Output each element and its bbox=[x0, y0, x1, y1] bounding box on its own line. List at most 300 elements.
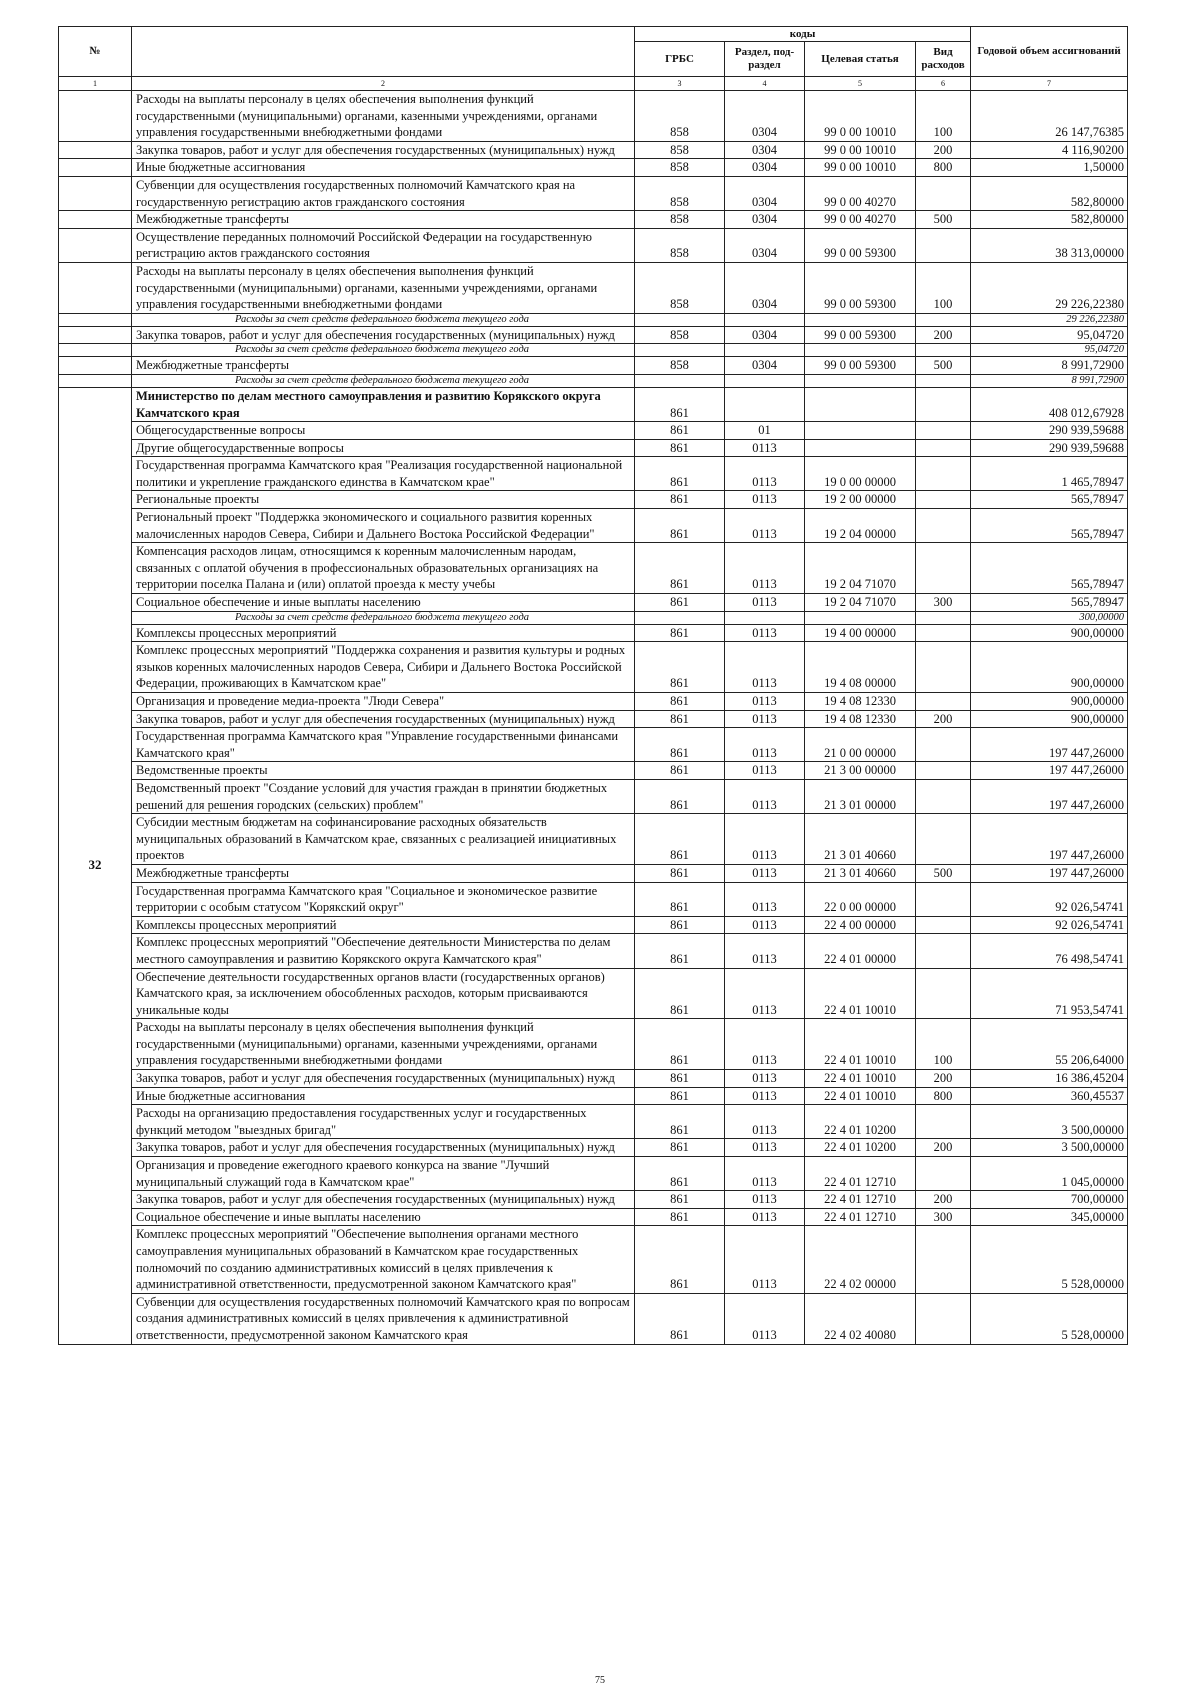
target-article-code: 19 4 00 00000 bbox=[805, 624, 916, 642]
table-row bbox=[59, 693, 1128, 711]
table-row bbox=[59, 642, 1128, 693]
table-row bbox=[59, 422, 1128, 440]
target-article-code: 99 0 00 10010 bbox=[805, 141, 916, 159]
federal-budget-note-row bbox=[59, 313, 1128, 326]
federal-budget-note-row bbox=[59, 611, 1128, 624]
razdel-code: 0304 bbox=[725, 262, 805, 313]
target-article-code: 22 4 01 10010 bbox=[805, 1019, 916, 1070]
table-row bbox=[59, 387, 1128, 421]
target-article-code: 21 0 00 00000 bbox=[805, 728, 916, 762]
annual-amount: 565,78947 bbox=[971, 594, 1128, 612]
expense-type-code bbox=[916, 779, 971, 813]
grbs-code: 861 bbox=[635, 864, 725, 882]
target-article-code: 22 4 02 40080 bbox=[805, 1293, 916, 1344]
grbs-code: 861 bbox=[635, 543, 725, 594]
note-amount: 8 991,72900 bbox=[971, 374, 1128, 387]
expense-name: Расходы на выплаты персоналу в целях обеспечения выполнения функций государственными (муниципальными) органами, казенными учреждениями, органами управления государственными внебюджетными фондами bbox=[132, 1019, 635, 1070]
header-razdel: Раздел, под-раздел bbox=[725, 42, 805, 77]
annual-amount: 582,80000 bbox=[971, 176, 1128, 210]
expense-type-code bbox=[916, 728, 971, 762]
expense-name: Субсидии местным бюджетам на софинансирование расходных обязательств муниципальных образований в Камчатском крае, связанных с реализацией инициативных проектов bbox=[132, 814, 635, 865]
annual-amount: 55 206,64000 bbox=[971, 1019, 1128, 1070]
expense-type-code bbox=[916, 1293, 971, 1344]
target-article-code: 22 4 01 10200 bbox=[805, 1139, 916, 1157]
razdel-code bbox=[725, 374, 805, 387]
table-row bbox=[59, 159, 1128, 177]
expense-name: Общегосударственные вопросы bbox=[132, 422, 635, 440]
grbs-code: 861 bbox=[635, 1139, 725, 1157]
table-row bbox=[59, 326, 1128, 344]
expense-type-code bbox=[916, 814, 971, 865]
razdel-code: 0113 bbox=[725, 882, 805, 916]
target-article-code: 22 4 01 12710 bbox=[805, 1157, 916, 1191]
razdel-code: 0304 bbox=[725, 159, 805, 177]
grbs-code: 861 bbox=[635, 1105, 725, 1139]
target-article-code: 22 4 01 10010 bbox=[805, 968, 916, 1019]
expense-type-code bbox=[916, 968, 971, 1019]
table-row bbox=[59, 594, 1128, 612]
table-header bbox=[59, 27, 1128, 91]
table-row bbox=[59, 814, 1128, 865]
target-article-code: 22 4 00 00000 bbox=[805, 916, 916, 934]
razdel-code bbox=[725, 611, 805, 624]
expense-name: Организация и проведение ежегодного краевого конкурса на звание "Лучший муниципальный служащий года в Камчатском крае" bbox=[132, 1157, 635, 1191]
table-row bbox=[59, 357, 1128, 375]
target-article-code bbox=[805, 344, 916, 357]
razdel-code: 0113 bbox=[725, 934, 805, 968]
expense-type-code bbox=[916, 422, 971, 440]
expense-type-code bbox=[916, 611, 971, 624]
annual-amount: 92 026,54741 bbox=[971, 916, 1128, 934]
expense-type-code: 500 bbox=[916, 864, 971, 882]
header-annual-volume: Годовой объем ассигнований bbox=[971, 27, 1128, 77]
expense-type-code: 100 bbox=[916, 91, 971, 142]
expense-name: Ведомственный проект "Создание условий для участия граждан в принятии бюджетных решений для решения городских (сельских) проблем" bbox=[132, 779, 635, 813]
row-number-cell bbox=[59, 262, 132, 313]
target-article-code: 99 0 00 40270 bbox=[805, 211, 916, 229]
expense-type-code: 500 bbox=[916, 211, 971, 229]
grbs-code: 858 bbox=[635, 357, 725, 375]
grbs-code: 858 bbox=[635, 176, 725, 210]
federal-budget-note-row bbox=[59, 344, 1128, 357]
razdel-code: 0113 bbox=[725, 1105, 805, 1139]
razdel-code: 0113 bbox=[725, 439, 805, 457]
annual-amount: 71 953,54741 bbox=[971, 968, 1128, 1019]
expense-type-code: 300 bbox=[916, 594, 971, 612]
expense-type-code: 200 bbox=[916, 1191, 971, 1209]
razdel-code: 0113 bbox=[725, 1157, 805, 1191]
table-row bbox=[59, 457, 1128, 491]
budget-table bbox=[58, 26, 1128, 1345]
target-article-code: 19 4 08 12330 bbox=[805, 693, 916, 711]
row-number-cell bbox=[59, 313, 132, 326]
grbs-code bbox=[635, 374, 725, 387]
annual-amount: 16 386,45204 bbox=[971, 1070, 1128, 1088]
expense-type-code bbox=[916, 882, 971, 916]
expense-type-code bbox=[916, 374, 971, 387]
target-article-code: 19 2 04 71070 bbox=[805, 543, 916, 594]
expense-name: Комплексы процессных мероприятий bbox=[132, 624, 635, 642]
razdel-code: 0113 bbox=[725, 1226, 805, 1293]
expense-name: Межбюджетные трансферты bbox=[132, 357, 635, 375]
grbs-code: 858 bbox=[635, 228, 725, 262]
table-row bbox=[59, 176, 1128, 210]
expense-name: Расходы на организацию предоставления государственных услуг и государственных функций методом "выездных бригад" bbox=[132, 1105, 635, 1139]
column-number: 2 bbox=[132, 77, 635, 91]
razdel-code: 0113 bbox=[725, 779, 805, 813]
table-row bbox=[59, 262, 1128, 313]
grbs-code: 861 bbox=[635, 916, 725, 934]
grbs-code: 861 bbox=[635, 710, 725, 728]
annual-amount: 900,00000 bbox=[971, 710, 1128, 728]
expense-type-code bbox=[916, 1157, 971, 1191]
expense-name: Комплекс процессных мероприятий "Обеспечение выполнения органами местного самоуправления муниципальных образований в Камчатском крае государственных полномочий по созданию административных комиссий в целях привлечения к административной ответственности, предусмотренной законом Камчатского края" bbox=[132, 1226, 635, 1293]
expense-type-code bbox=[916, 509, 971, 543]
target-article-code: 19 0 00 00000 bbox=[805, 457, 916, 491]
razdel-code: 0113 bbox=[725, 916, 805, 934]
note-amount: 29 226,22380 bbox=[971, 313, 1128, 326]
row-number-cell bbox=[59, 141, 132, 159]
table-row bbox=[59, 916, 1128, 934]
expense-type-code bbox=[916, 934, 971, 968]
expense-name: Обеспечение деятельности государственных органов власти (государственных органов) Камчатского края, за исключением обособленных расходов, которым присваиваются уникальные коды bbox=[132, 968, 635, 1019]
target-article-code: 19 4 08 12330 bbox=[805, 710, 916, 728]
table-row bbox=[59, 1070, 1128, 1088]
table-row bbox=[59, 1087, 1128, 1105]
annual-amount: 290 939,59688 bbox=[971, 422, 1128, 440]
expense-type-code: 100 bbox=[916, 1019, 971, 1070]
annual-amount: 1,50000 bbox=[971, 159, 1128, 177]
target-article-code: 21 3 01 40660 bbox=[805, 814, 916, 865]
expense-name: Субвенции для осуществления государственных полномочий Камчатского края по вопросам создания административных комиссий в целях привлечения к административной ответственности, предусмотренной законом Камчатского края bbox=[132, 1293, 635, 1344]
header-number: № bbox=[59, 27, 132, 77]
razdel-code: 0113 bbox=[725, 642, 805, 693]
target-article-code: 21 3 01 40660 bbox=[805, 864, 916, 882]
row-number-cell bbox=[59, 228, 132, 262]
expense-type-code: 200 bbox=[916, 1070, 971, 1088]
expense-name: Закупка товаров, работ и услуг для обеспечения государственных (муниципальных) нужд bbox=[132, 326, 635, 344]
table-row bbox=[59, 1019, 1128, 1070]
target-article-code bbox=[805, 374, 916, 387]
note-text: Расходы за счет средств федерального бюджета текущего года bbox=[132, 344, 635, 357]
expense-name: Иные бюджетные ассигнования bbox=[132, 1087, 635, 1105]
expense-name: Государственная программа Камчатского края "Управление государственными финансами Камчатского края" bbox=[132, 728, 635, 762]
header-name bbox=[132, 27, 635, 77]
expense-type-code: 800 bbox=[916, 159, 971, 177]
annual-amount: 900,00000 bbox=[971, 693, 1128, 711]
table-row bbox=[59, 1105, 1128, 1139]
razdel-code: 0304 bbox=[725, 91, 805, 142]
razdel-code: 0113 bbox=[725, 457, 805, 491]
expense-type-code bbox=[916, 1105, 971, 1139]
row-number-cell bbox=[59, 91, 132, 142]
expense-type-code: 200 bbox=[916, 326, 971, 344]
grbs-code: 858 bbox=[635, 262, 725, 313]
expense-name: Межбюджетные трансферты bbox=[132, 864, 635, 882]
row-number-cell bbox=[59, 326, 132, 344]
razdel-code: 0113 bbox=[725, 1293, 805, 1344]
razdel-code: 0113 bbox=[725, 543, 805, 594]
note-amount: 300,00000 bbox=[971, 611, 1128, 624]
annual-amount: 197 447,26000 bbox=[971, 762, 1128, 780]
row-number-cell bbox=[59, 176, 132, 210]
razdel-code: 0113 bbox=[725, 1191, 805, 1209]
annual-amount: 582,80000 bbox=[971, 211, 1128, 229]
table-row bbox=[59, 491, 1128, 509]
table-row bbox=[59, 864, 1128, 882]
annual-amount: 38 313,00000 bbox=[971, 228, 1128, 262]
table-row bbox=[59, 91, 1128, 142]
target-article-code: 22 0 00 00000 bbox=[805, 882, 916, 916]
header-codes: коды bbox=[635, 27, 971, 42]
annual-amount: 1 465,78947 bbox=[971, 457, 1128, 491]
target-article-code bbox=[805, 611, 916, 624]
annual-amount: 360,45537 bbox=[971, 1087, 1128, 1105]
note-text: Расходы за счет средств федерального бюджета текущего года bbox=[132, 313, 635, 326]
column-numbers-row bbox=[59, 77, 1128, 91]
annual-amount: 76 498,54741 bbox=[971, 934, 1128, 968]
table-body bbox=[59, 91, 1128, 1345]
grbs-code: 861 bbox=[635, 779, 725, 813]
razdel-code: 0113 bbox=[725, 1139, 805, 1157]
annual-amount: 197 447,26000 bbox=[971, 779, 1128, 813]
table-row bbox=[59, 779, 1128, 813]
table-row bbox=[59, 710, 1128, 728]
expense-name: Расходы на выплаты персоналу в целях обеспечения выполнения функций государственными (муниципальными) органами, казенными учреждениями, органами управления государственными внебюджетными фондами bbox=[132, 262, 635, 313]
federal-budget-note-row bbox=[59, 374, 1128, 387]
expense-name: Министерство по делам местного самоуправления и развитию Корякского округа Камчатского края bbox=[132, 387, 635, 421]
expense-type-code: 200 bbox=[916, 141, 971, 159]
table-row bbox=[59, 1208, 1128, 1226]
target-article-code bbox=[805, 313, 916, 326]
annual-amount: 565,78947 bbox=[971, 543, 1128, 594]
expense-name: Комплекс процессных мероприятий "Поддержка сохранения и развития культуры и родных языков коренных малочисленных народов Севера, Сибири и Дальнего Востока Российской Федерации, проживающих в Камчатском крае" bbox=[132, 642, 635, 693]
target-article-code: 22 4 01 12710 bbox=[805, 1191, 916, 1209]
table-row bbox=[59, 882, 1128, 916]
razdel-code: 0304 bbox=[725, 357, 805, 375]
razdel-code: 0113 bbox=[725, 491, 805, 509]
table-row bbox=[59, 1157, 1128, 1191]
grbs-code: 858 bbox=[635, 91, 725, 142]
razdel-code: 01 bbox=[725, 422, 805, 440]
column-number: 7 bbox=[971, 77, 1128, 91]
column-number: 5 bbox=[805, 77, 916, 91]
expense-name: Комплексы процессных мероприятий bbox=[132, 916, 635, 934]
razdel-code bbox=[725, 313, 805, 326]
annual-amount: 92 026,54741 bbox=[971, 882, 1128, 916]
table-row bbox=[59, 211, 1128, 229]
table-row bbox=[59, 728, 1128, 762]
target-article-code: 22 4 01 12710 bbox=[805, 1208, 916, 1226]
razdel-code: 0113 bbox=[725, 1087, 805, 1105]
annual-amount: 4 116,90200 bbox=[971, 141, 1128, 159]
expense-type-code bbox=[916, 228, 971, 262]
grbs-code: 861 bbox=[635, 1157, 725, 1191]
grbs-code: 861 bbox=[635, 693, 725, 711]
header-grbs: ГРБС bbox=[635, 42, 725, 77]
column-number: 1 bbox=[59, 77, 132, 91]
annual-amount: 408 012,67928 bbox=[971, 387, 1128, 421]
grbs-code: 861 bbox=[635, 642, 725, 693]
row-number-cell bbox=[59, 344, 132, 357]
razdel-code: 0304 bbox=[725, 211, 805, 229]
expense-type-code: 100 bbox=[916, 262, 971, 313]
target-article-code: 99 0 00 40270 bbox=[805, 176, 916, 210]
expense-name: Другие общегосударственные вопросы bbox=[132, 439, 635, 457]
razdel-code bbox=[725, 387, 805, 421]
expense-type-code bbox=[916, 439, 971, 457]
target-article-code: 22 4 01 00000 bbox=[805, 934, 916, 968]
annual-amount: 900,00000 bbox=[971, 642, 1128, 693]
razdel-code: 0113 bbox=[725, 728, 805, 762]
expense-type-code bbox=[916, 762, 971, 780]
page-number: 75 bbox=[595, 1675, 605, 1686]
grbs-code: 861 bbox=[635, 387, 725, 421]
razdel-code: 0113 bbox=[725, 509, 805, 543]
table-row bbox=[59, 1293, 1128, 1344]
razdel-code: 0113 bbox=[725, 1070, 805, 1088]
grbs-code: 861 bbox=[635, 594, 725, 612]
expense-type-code bbox=[916, 642, 971, 693]
expense-type-code bbox=[916, 457, 971, 491]
grbs-code: 861 bbox=[635, 1226, 725, 1293]
row-number-cell bbox=[59, 374, 132, 387]
expense-type-code bbox=[916, 313, 971, 326]
annual-amount: 1 045,00000 bbox=[971, 1157, 1128, 1191]
grbs-code: 858 bbox=[635, 141, 725, 159]
annual-amount: 3 500,00000 bbox=[971, 1105, 1128, 1139]
target-article-code: 19 2 04 00000 bbox=[805, 509, 916, 543]
header-target-article: Целевая статья bbox=[805, 42, 916, 77]
razdel-code: 0304 bbox=[725, 176, 805, 210]
expense-name: Закупка товаров, работ и услуг для обеспечения государственных (муниципальных) нужд bbox=[132, 710, 635, 728]
annual-amount: 197 447,26000 bbox=[971, 728, 1128, 762]
note-text: Расходы за счет средств федерального бюджета текущего года bbox=[132, 374, 635, 387]
grbs-code bbox=[635, 611, 725, 624]
target-article-code: 99 0 00 10010 bbox=[805, 159, 916, 177]
grbs-code: 858 bbox=[635, 326, 725, 344]
target-article-code: 99 0 00 59300 bbox=[805, 262, 916, 313]
grbs-code: 861 bbox=[635, 439, 725, 457]
column-number: 3 bbox=[635, 77, 725, 91]
expense-type-code bbox=[916, 176, 971, 210]
razdel-code: 0113 bbox=[725, 1019, 805, 1070]
ministry-number: 32 bbox=[59, 387, 132, 1344]
expense-name: Расходы на выплаты персоналу в целях обеспечения выполнения функций государственными (муниципальными) органами, казенными учреждениями, органами управления государственными внебюджетными фондами bbox=[132, 91, 635, 142]
expense-type-code: 200 bbox=[916, 1139, 971, 1157]
expense-type-code bbox=[916, 344, 971, 357]
razdel-code: 0113 bbox=[725, 693, 805, 711]
expense-name: Региональные проекты bbox=[132, 491, 635, 509]
grbs-code: 861 bbox=[635, 509, 725, 543]
annual-amount: 700,00000 bbox=[971, 1191, 1128, 1209]
expense-type-code: 300 bbox=[916, 1208, 971, 1226]
expense-name: Межбюджетные трансферты bbox=[132, 211, 635, 229]
expense-name: Государственная программа Камчатского края "Социальное и экономическое развитие территории с особым статусом "Корякский округ" bbox=[132, 882, 635, 916]
target-article-code: 22 4 01 10010 bbox=[805, 1070, 916, 1088]
target-article-code: 99 0 00 59300 bbox=[805, 228, 916, 262]
target-article-code bbox=[805, 387, 916, 421]
row-number-cell bbox=[59, 159, 132, 177]
table-row bbox=[59, 934, 1128, 968]
note-amount: 95,04720 bbox=[971, 344, 1128, 357]
grbs-code: 861 bbox=[635, 882, 725, 916]
razdel-code: 0304 bbox=[725, 228, 805, 262]
expense-type-code: 800 bbox=[916, 1087, 971, 1105]
grbs-code: 861 bbox=[635, 491, 725, 509]
table-row bbox=[59, 439, 1128, 457]
razdel-code: 0113 bbox=[725, 762, 805, 780]
grbs-code: 858 bbox=[635, 211, 725, 229]
table-row bbox=[59, 228, 1128, 262]
expense-name: Социальное обеспечение и иные выплаты населению bbox=[132, 1208, 635, 1226]
table-row bbox=[59, 968, 1128, 1019]
grbs-code: 861 bbox=[635, 457, 725, 491]
table-row bbox=[59, 762, 1128, 780]
razdel-code: 0113 bbox=[725, 624, 805, 642]
expense-type-code: 200 bbox=[916, 710, 971, 728]
razdel-code: 0304 bbox=[725, 326, 805, 344]
razdel-code bbox=[725, 344, 805, 357]
table-row bbox=[59, 543, 1128, 594]
expense-type-code bbox=[916, 1226, 971, 1293]
annual-amount: 26 147,76385 bbox=[971, 91, 1128, 142]
target-article-code: 21 3 00 00000 bbox=[805, 762, 916, 780]
expense-name: Организация и проведение медиа-проекта "Люди Севера" bbox=[132, 693, 635, 711]
grbs-code: 861 bbox=[635, 968, 725, 1019]
razdel-code: 0113 bbox=[725, 814, 805, 865]
target-article-code: 22 4 01 10200 bbox=[805, 1105, 916, 1139]
target-article-code bbox=[805, 422, 916, 440]
row-number-cell bbox=[59, 211, 132, 229]
expense-type-code: 500 bbox=[916, 357, 971, 375]
expense-type-code bbox=[916, 916, 971, 934]
grbs-code: 861 bbox=[635, 934, 725, 968]
expense-name: Государственная программа Камчатского края "Реализация государственной национальной политики и укрепление гражданского единства в Камчатском крае" bbox=[132, 457, 635, 491]
grbs-code: 861 bbox=[635, 422, 725, 440]
expense-type-code bbox=[916, 693, 971, 711]
razdel-code: 0113 bbox=[725, 594, 805, 612]
grbs-code: 861 bbox=[635, 814, 725, 865]
target-article-code: 21 3 01 00000 bbox=[805, 779, 916, 813]
table-row bbox=[59, 1226, 1128, 1293]
grbs-code: 861 bbox=[635, 1293, 725, 1344]
table-row bbox=[59, 509, 1128, 543]
annual-amount: 345,00000 bbox=[971, 1208, 1128, 1226]
expense-name: Закупка товаров, работ и услуг для обеспечения государственных (муниципальных) нужд bbox=[132, 1070, 635, 1088]
target-article-code: 19 2 00 00000 bbox=[805, 491, 916, 509]
grbs-code: 861 bbox=[635, 762, 725, 780]
expense-type-code bbox=[916, 543, 971, 594]
target-article-code: 22 4 02 00000 bbox=[805, 1226, 916, 1293]
razdel-code: 0113 bbox=[725, 864, 805, 882]
grbs-code bbox=[635, 313, 725, 326]
grbs-code bbox=[635, 344, 725, 357]
target-article-code: 19 2 04 71070 bbox=[805, 594, 916, 612]
table-row bbox=[59, 624, 1128, 642]
target-article-code: 99 0 00 10010 bbox=[805, 91, 916, 142]
expense-name: Закупка товаров, работ и услуг для обеспечения государственных (муниципальных) нужд bbox=[132, 1191, 635, 1209]
target-article-code: 19 4 08 00000 bbox=[805, 642, 916, 693]
expense-name: Закупка товаров, работ и услуг для обеспечения государственных (муниципальных) нужд bbox=[132, 141, 635, 159]
column-number: 6 bbox=[916, 77, 971, 91]
note-text: Расходы за счет средств федерального бюджета текущего года bbox=[132, 611, 635, 624]
annual-amount: 290 939,59688 bbox=[971, 439, 1128, 457]
target-article-code bbox=[805, 439, 916, 457]
column-number: 4 bbox=[725, 77, 805, 91]
expense-name: Иные бюджетные ассигнования bbox=[132, 159, 635, 177]
target-article-code: 99 0 00 59300 bbox=[805, 357, 916, 375]
